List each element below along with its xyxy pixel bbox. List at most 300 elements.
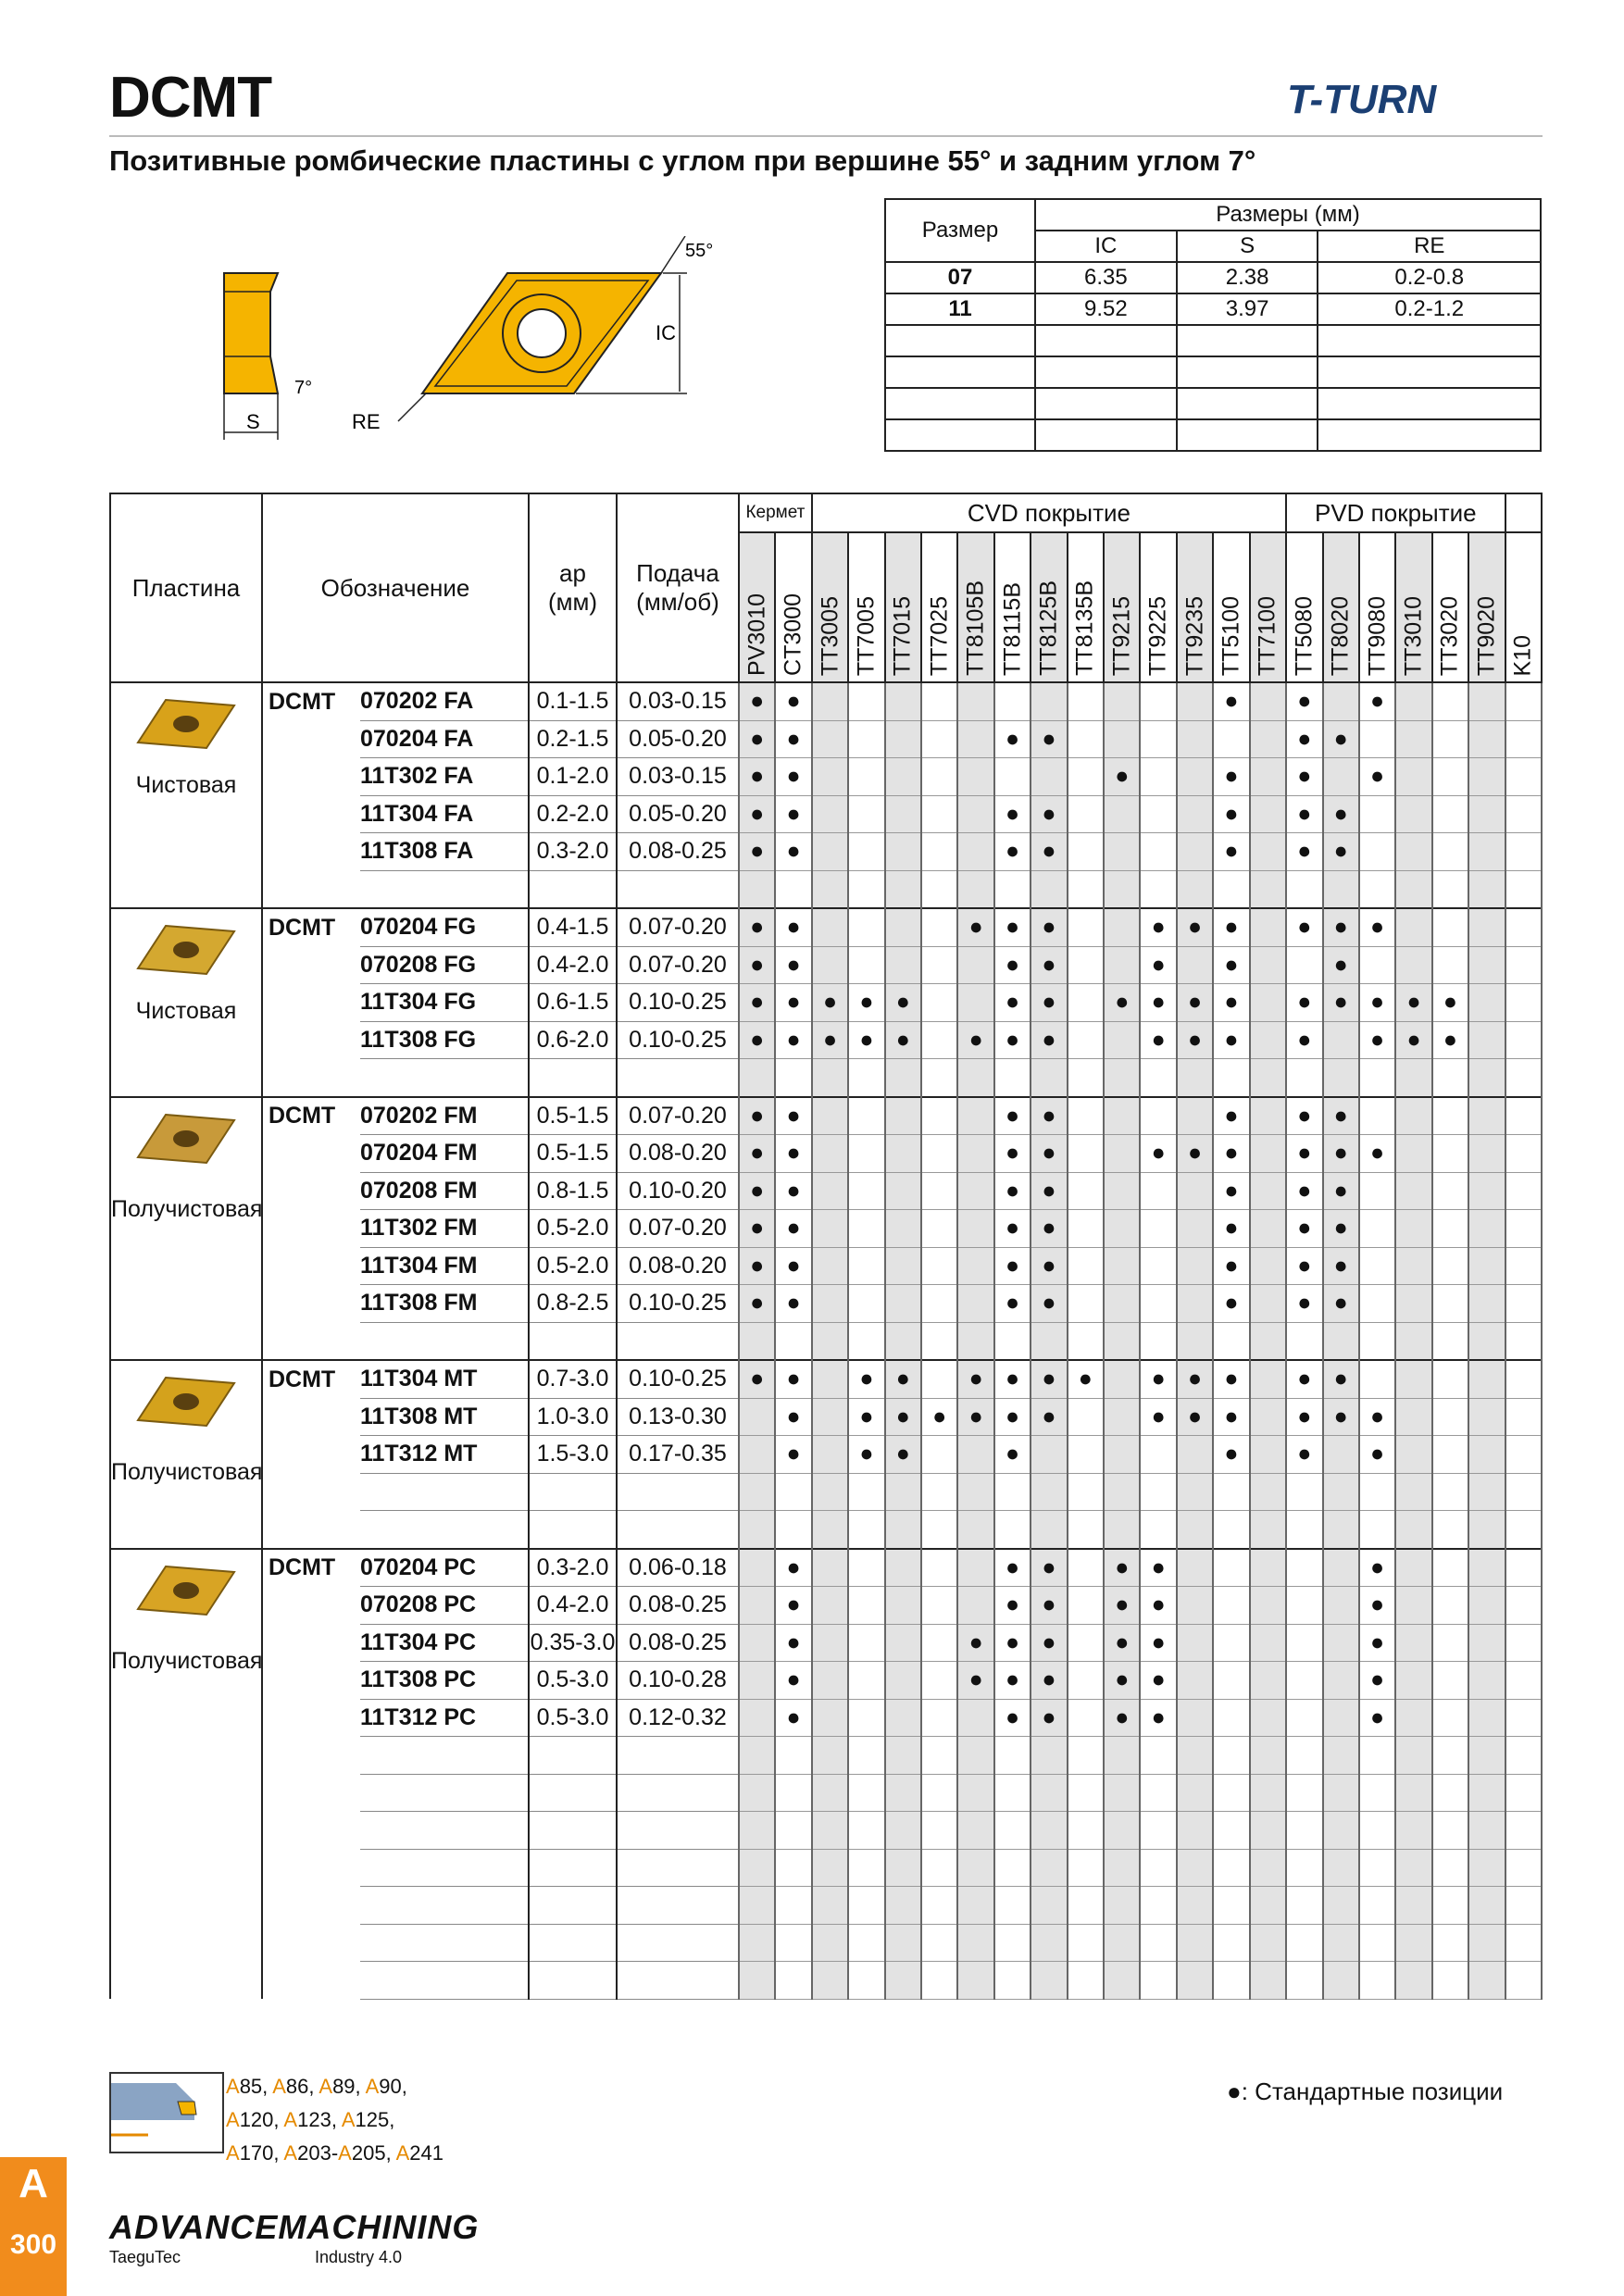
grade-availability-cell: [1468, 682, 1505, 720]
grade-availability-cell: ●: [957, 908, 993, 946]
grade-availability-cell: [1432, 1172, 1468, 1210]
grade-availability-cell: ●: [957, 1021, 993, 1059]
grade-availability-cell: ●: [994, 1360, 1031, 1398]
designation-prefix: [262, 1774, 360, 1812]
grade-availability-cell: [1505, 946, 1542, 984]
grade-availability-cell: [1104, 1812, 1140, 1850]
grade-availability-cell: [921, 1285, 957, 1323]
feed-value: 0.08-0.25: [617, 1624, 739, 1662]
grade-availability-cell: ●: [1286, 1135, 1322, 1173]
table-row: [110, 908, 1542, 946]
grade-availability-cell: [1323, 1812, 1359, 1850]
grade-availability-cell: ●: [1031, 833, 1067, 871]
grade-availability-cell: [1213, 1887, 1249, 1925]
grade-availability-cell: [1250, 720, 1286, 758]
grade-availability-cell: [1250, 1887, 1286, 1925]
grade-availability-cell: [957, 1511, 993, 1549]
grade-availability-cell: [1432, 1097, 1468, 1135]
grade-label: TT9215: [1108, 595, 1135, 676]
grade-availability-cell: [1068, 1924, 1104, 1962]
grade-availability-cell: ●: [1177, 908, 1213, 946]
legend-text: : Стандартные позиции: [1241, 2078, 1504, 2105]
grade-availability-cell: [1505, 1285, 1542, 1323]
designation-prefix: [262, 870, 360, 908]
grade-availability-cell: [1323, 682, 1359, 720]
designation-code: 11T302 FA: [360, 758, 529, 796]
grade-availability-cell: ●: [994, 1662, 1031, 1700]
feed-value: 0.05-0.20: [617, 795, 739, 833]
designation-code: [360, 1849, 529, 1887]
grade-availability-cell: ●: [885, 1398, 921, 1436]
grade-availability-cell: [1286, 1473, 1322, 1511]
grade-availability-cell: [885, 1322, 921, 1360]
grade-availability-cell: [812, 1210, 848, 1248]
grade-availability-cell: ●: [739, 1285, 775, 1323]
grade-availability-cell: [812, 795, 848, 833]
grade-availability-cell: [1104, 1473, 1140, 1511]
grade-header-tt8115b: [994, 532, 1031, 682]
insert-type-cell: [110, 682, 262, 908]
table-row: [110, 1135, 1542, 1173]
grade-availability-cell: [1468, 1210, 1505, 1248]
grade-availability-cell: [848, 1511, 884, 1549]
grade-availability-cell: [739, 1849, 775, 1887]
grade-availability-cell: [921, 1962, 957, 2000]
ap-value: 1.5-3.0: [529, 1436, 617, 1474]
grade-availability-cell: [957, 1849, 993, 1887]
grade-availability-cell: [921, 1924, 957, 1962]
page-title: DCMT: [109, 66, 272, 130]
grade-availability-cell: ●: [994, 1247, 1031, 1285]
grade-availability-cell: [885, 1774, 921, 1812]
grade-availability-cell: [885, 1849, 921, 1887]
designation-code: 11T304 FM: [360, 1247, 529, 1285]
grade-label: TT8135B: [1071, 580, 1098, 676]
grade-availability-cell: [1068, 1172, 1104, 1210]
ref-letter: A: [395, 2141, 410, 2165]
grade-availability-cell: [1432, 1587, 1468, 1625]
grade-availability-cell: ●: [994, 1587, 1031, 1625]
grade-availability-cell: ●: [775, 1210, 811, 1248]
grade-availability-cell: [957, 1737, 993, 1775]
col-ap: ap (мм): [529, 493, 617, 682]
grade-availability-cell: [1395, 1812, 1431, 1850]
grade-availability-cell: [1031, 682, 1067, 720]
grade-availability-cell: ●: [1031, 984, 1067, 1022]
grade-availability-cell: [1323, 1887, 1359, 1925]
ap-value: 0.35-3.0: [529, 1624, 617, 1662]
grade-availability-cell: [994, 1812, 1031, 1850]
ap-value: 0.5-2.0: [529, 1210, 617, 1248]
group-pvd: PVD покрытие: [1286, 493, 1505, 532]
grade-availability-cell: [1395, 795, 1431, 833]
grade-availability-cell: [1068, 1097, 1104, 1135]
grade-availability-cell: ●: [1213, 1360, 1249, 1398]
grade-header-tt9020: [1468, 532, 1505, 682]
designation-code: 11T302 FM: [360, 1210, 529, 1248]
designation-code: 11T312 MT: [360, 1436, 529, 1474]
grade-availability-cell: [812, 908, 848, 946]
grade-header-tt7025: [921, 532, 957, 682]
grade-availability-cell: [1286, 1587, 1322, 1625]
grade-availability-cell: ●: [994, 1436, 1031, 1474]
designation-prefix: [262, 946, 360, 984]
grade-availability-cell: [1177, 1962, 1213, 2000]
grade-availability-cell: [812, 1135, 848, 1173]
grade-availability-cell: [1432, 1322, 1468, 1360]
grade-availability-cell: [1140, 1097, 1176, 1135]
grade-availability-cell: [739, 1322, 775, 1360]
grade-availability-cell: [1359, 1059, 1395, 1097]
grade-availability-cell: [1104, 833, 1140, 871]
grade-availability-cell: [1505, 984, 1542, 1022]
grade-availability-cell: [921, 682, 957, 720]
grade-availability-cell: [1250, 1737, 1286, 1775]
grade-availability-cell: ●: [775, 908, 811, 946]
ap-value: [529, 1812, 617, 1850]
grade-availability-cell: [921, 1473, 957, 1511]
grade-availability-cell: [848, 1587, 884, 1625]
table-row: [110, 682, 1542, 720]
insert-photo: [131, 1559, 242, 1624]
grade-availability-cell: [848, 1774, 884, 1812]
grade-availability-cell: ●: [1140, 1624, 1176, 1662]
grade-availability-cell: ●: [775, 795, 811, 833]
grade-availability-cell: [994, 1924, 1031, 1962]
grade-availability-cell: [1323, 1924, 1359, 1962]
insert-type-cell: [110, 1360, 262, 1549]
grade-availability-cell: [812, 870, 848, 908]
grade-availability-cell: [1104, 1360, 1140, 1398]
grade-availability-cell: ●: [1104, 758, 1140, 796]
grade-availability-cell: [1177, 758, 1213, 796]
grade-availability-cell: ●: [1140, 1360, 1176, 1398]
ap-value: 0.1-2.0: [529, 758, 617, 796]
grade-availability-cell: ●: [1286, 1360, 1322, 1398]
grade-availability-cell: [1068, 1210, 1104, 1248]
grade-availability-cell: [1177, 946, 1213, 984]
grade-availability-cell: [1286, 1511, 1322, 1549]
grade-availability-cell: [1468, 795, 1505, 833]
grade-availability-cell: ●: [1286, 1398, 1322, 1436]
grade-availability-cell: ●: [775, 1436, 811, 1474]
grade-availability-cell: [957, 720, 993, 758]
grade-label: TT3020: [1436, 595, 1463, 676]
grade-availability-cell: [1359, 1511, 1395, 1549]
grade-label: TT9235: [1181, 595, 1208, 676]
grade-availability-cell: [885, 758, 921, 796]
grade-availability-cell: ●: [1323, 833, 1359, 871]
grade-availability-cell: [848, 1849, 884, 1887]
grade-availability-cell: [1395, 1436, 1431, 1474]
grade-label: TT8125B: [1035, 580, 1062, 676]
grade-availability-cell: [1250, 1473, 1286, 1511]
grade-availability-cell: [1140, 1737, 1176, 1775]
grade-availability-cell: [1068, 1247, 1104, 1285]
grade-availability-cell: ●: [1323, 720, 1359, 758]
grade-availability-cell: [1395, 1135, 1431, 1173]
grade-availability-cell: ●: [739, 720, 775, 758]
grade-availability-cell: [812, 1624, 848, 1662]
grade-label: TT8105B: [962, 580, 989, 676]
grade-availability-cell: ●: [1286, 1210, 1322, 1248]
ref-page: 120: [239, 2108, 274, 2131]
grade-availability-cell: [1505, 758, 1542, 796]
table-row: [110, 1172, 1542, 1210]
grade-availability-cell: [921, 1662, 957, 1700]
grade-header-tt7015: [885, 532, 921, 682]
designation-code: 070204 PC: [360, 1549, 529, 1587]
grade-availability-cell: [885, 1924, 921, 1962]
col-feed: Подача (мм/об): [617, 493, 739, 682]
grade-availability-cell: [957, 1247, 993, 1285]
grade-availability-cell: [1177, 1849, 1213, 1887]
grade-availability-cell: [1432, 1285, 1468, 1323]
grade-availability-cell: [1213, 1549, 1249, 1587]
grade-availability-cell: [1395, 1887, 1431, 1925]
grade-label: TT7025: [926, 595, 953, 676]
ap-value: 0.6-1.5: [529, 984, 617, 1022]
label-re: RE: [352, 410, 381, 433]
grade-label: TT8020: [1327, 595, 1354, 676]
feed-value: [617, 1511, 739, 1549]
dims-header: Размеры (мм): [1035, 199, 1541, 231]
feed-value: 0.07-0.20: [617, 1097, 739, 1135]
grade-availability-cell: [1359, 1097, 1395, 1135]
grade-availability-cell: [994, 1059, 1031, 1097]
grade-availability-cell: [848, 720, 884, 758]
grade-availability-cell: [957, 870, 993, 908]
designation-code: [360, 1059, 529, 1097]
grade-availability-cell: [1140, 1812, 1176, 1850]
insert-type-label: Чистовая: [135, 998, 237, 1024]
grade-availability-cell: [921, 1135, 957, 1173]
grade-availability-cell: ●: [1177, 1360, 1213, 1398]
col-designation: Обозначение: [262, 493, 529, 682]
grade-availability-cell: [1432, 946, 1468, 984]
grade-availability-cell: [994, 870, 1031, 908]
grades-table: [109, 493, 1543, 2000]
feed-value: 0.08-0.20: [617, 1135, 739, 1173]
grade-availability-cell: [885, 1624, 921, 1662]
grade-availability-cell: ●: [1177, 1021, 1213, 1059]
grade-availability-cell: [957, 1436, 993, 1474]
grade-availability-cell: [1286, 1549, 1322, 1587]
page-tab: [0, 2157, 67, 2296]
grade-availability-cell: [1505, 908, 1542, 946]
grade-availability-cell: [1395, 1360, 1431, 1398]
grade-availability-cell: [1395, 1587, 1431, 1625]
grade-availability-cell: ●: [1286, 1097, 1322, 1135]
grade-availability-cell: [1104, 870, 1140, 908]
grade-availability-cell: [1031, 1812, 1067, 1850]
grade-availability-cell: ●: [1031, 1172, 1067, 1210]
grade-availability-cell: [848, 1135, 884, 1173]
table-row: [110, 1737, 1542, 1775]
grade-availability-cell: [1068, 1774, 1104, 1812]
designation-code: 070204 FG: [360, 908, 529, 946]
grade-availability-cell: [1359, 1210, 1395, 1248]
designation-prefix: [262, 1059, 360, 1097]
grade-availability-cell: ●: [1213, 758, 1249, 796]
grade-availability-cell: ●: [1359, 1549, 1395, 1587]
grade-availability-cell: [1505, 1172, 1542, 1210]
ap-value: 0.5-2.0: [529, 1247, 617, 1285]
grade-availability-cell: [848, 1699, 884, 1737]
grade-availability-cell: [1468, 1587, 1505, 1625]
grade-availability-cell: ●: [1031, 1662, 1067, 1700]
table-row: [110, 1774, 1542, 1812]
grade-availability-cell: [1395, 720, 1431, 758]
designation-code: [360, 1511, 529, 1549]
grade-availability-cell: [1068, 1699, 1104, 1737]
grade-availability-cell: [1395, 1549, 1431, 1587]
grade-availability-cell: [812, 1924, 848, 1962]
grade-availability-cell: [1250, 1774, 1286, 1812]
grade-header-tt8125b: [1031, 532, 1067, 682]
grade-availability-cell: [885, 1097, 921, 1135]
grade-availability-cell: [1286, 1849, 1322, 1887]
grade-availability-cell: [1323, 870, 1359, 908]
grade-availability-cell: ●: [775, 833, 811, 871]
table-row: [110, 946, 1542, 984]
grade-availability-cell: ●: [739, 1360, 775, 1398]
grade-availability-cell: [1031, 1962, 1067, 2000]
grade-availability-cell: [1031, 1511, 1067, 1549]
grade-availability-cell: ●: [1359, 1021, 1395, 1059]
refs-line-3: A170, A203-A205, A241: [226, 2141, 443, 2165]
grade-availability-cell: ●: [1104, 1662, 1140, 1700]
grade-availability-cell: ●: [1286, 758, 1322, 796]
grade-availability-cell: ●: [1359, 1624, 1395, 1662]
designation-prefix: [262, 1511, 360, 1549]
grade-availability-cell: [921, 1172, 957, 1210]
grade-availability-cell: ●: [775, 1285, 811, 1323]
grade-availability-cell: [1359, 720, 1395, 758]
grade-availability-cell: [921, 1436, 957, 1474]
grade-availability-cell: ●: [1359, 1398, 1395, 1436]
grade-availability-cell: [1177, 1172, 1213, 1210]
grade-availability-cell: [1177, 1322, 1213, 1360]
grade-availability-cell: [1323, 1624, 1359, 1662]
grade-availability-cell: [1395, 1699, 1431, 1737]
grade-availability-cell: [957, 1059, 993, 1097]
grade-availability-cell: [1468, 984, 1505, 1022]
grade-availability-cell: [1104, 1247, 1140, 1285]
designation-code: [360, 1774, 529, 1812]
grade-availability-cell: [957, 1887, 993, 1925]
grade-availability-cell: [1104, 908, 1140, 946]
designation-prefix: [262, 1135, 360, 1173]
grade-availability-cell: [1359, 1473, 1395, 1511]
grade-availability-cell: ●: [1140, 1699, 1176, 1737]
grade-availability-cell: [1432, 1247, 1468, 1285]
grade-availability-cell: [1505, 1059, 1542, 1097]
grade-availability-cell: [1104, 720, 1140, 758]
grade-availability-cell: [957, 984, 993, 1022]
grade-availability-cell: [739, 870, 775, 908]
grade-header-k10: [1505, 532, 1542, 682]
designation-code: 070202 FA: [360, 682, 529, 720]
grade-availability-cell: [885, 1210, 921, 1248]
grade-availability-cell: [848, 1624, 884, 1662]
col-ic: IC: [1035, 231, 1177, 262]
grade-availability-cell: [1359, 946, 1395, 984]
grade-availability-cell: [1505, 1774, 1542, 1812]
grade-availability-cell: ●: [957, 1624, 993, 1662]
grade-availability-cell: [1068, 1624, 1104, 1662]
grade-availability-cell: [1468, 870, 1505, 908]
grade-availability-cell: [1140, 1924, 1176, 1962]
grade-availability-cell: [1104, 1021, 1140, 1059]
designation-code: [360, 1887, 529, 1925]
grade-availability-cell: ●: [1031, 1285, 1067, 1323]
grade-availability-cell: [1432, 1812, 1468, 1850]
grade-availability-cell: [1468, 1285, 1505, 1323]
grade-availability-cell: [1250, 984, 1286, 1022]
grade-availability-cell: ●: [1213, 1097, 1249, 1135]
grade-availability-cell: [1505, 795, 1542, 833]
table-row: [110, 870, 1542, 908]
grade-availability-cell: ●: [994, 720, 1031, 758]
grade-availability-cell: [1031, 1473, 1067, 1511]
grade-availability-cell: [1359, 1247, 1395, 1285]
feed-value: 0.10-0.28: [617, 1662, 739, 1700]
grade-availability-cell: [957, 1210, 993, 1248]
grade-availability-cell: [1468, 1699, 1505, 1737]
grade-availability-cell: [885, 682, 921, 720]
ap-value: 0.5-1.5: [529, 1135, 617, 1173]
grade-availability-cell: [1177, 1624, 1213, 1662]
grade-header-tt8020: [1323, 532, 1359, 682]
grade-availability-cell: [739, 1511, 775, 1549]
grade-availability-cell: [775, 1812, 811, 1850]
grade-availability-cell: ●: [1031, 1398, 1067, 1436]
table-row: [110, 1849, 1542, 1887]
grade-availability-cell: [1505, 1849, 1542, 1887]
grade-availability-cell: [921, 1774, 957, 1812]
grade-availability-cell: [812, 1737, 848, 1775]
grade-availability-cell: [1432, 833, 1468, 871]
grade-availability-cell: [1395, 1774, 1431, 1812]
grade-availability-cell: [1140, 1322, 1176, 1360]
grade-availability-cell: [885, 908, 921, 946]
designation-prefix: DCMT: [262, 1360, 360, 1398]
grade-availability-cell: [1140, 1511, 1176, 1549]
designation-prefix: [262, 1473, 360, 1511]
col-insert: Пластина: [110, 493, 262, 682]
grade-availability-cell: [1432, 870, 1468, 908]
grade-availability-cell: [1468, 1549, 1505, 1587]
grade-availability-cell: [885, 1172, 921, 1210]
grade-availability-cell: [1468, 1135, 1505, 1173]
grade-availability-cell: [1140, 1210, 1176, 1248]
designation-code: [360, 870, 529, 908]
grade-availability-cell: [1432, 1059, 1468, 1097]
grade-availability-cell: [957, 1812, 993, 1850]
grade-availability-cell: [1104, 1962, 1140, 2000]
grade-availability-cell: [1505, 1924, 1542, 1962]
grade-availability-cell: [1468, 1511, 1505, 1549]
grade-availability-cell: [1395, 908, 1431, 946]
designation-code: 11T304 MT: [360, 1360, 529, 1398]
grade-availability-cell: [1140, 1473, 1176, 1511]
insert-type-label: Получистовая: [111, 1459, 263, 1485]
designation-code: 070208 FG: [360, 946, 529, 984]
feed-value: [617, 1849, 739, 1887]
grade-availability-cell: [1140, 833, 1176, 871]
grade-availability-cell: [1468, 1473, 1505, 1511]
